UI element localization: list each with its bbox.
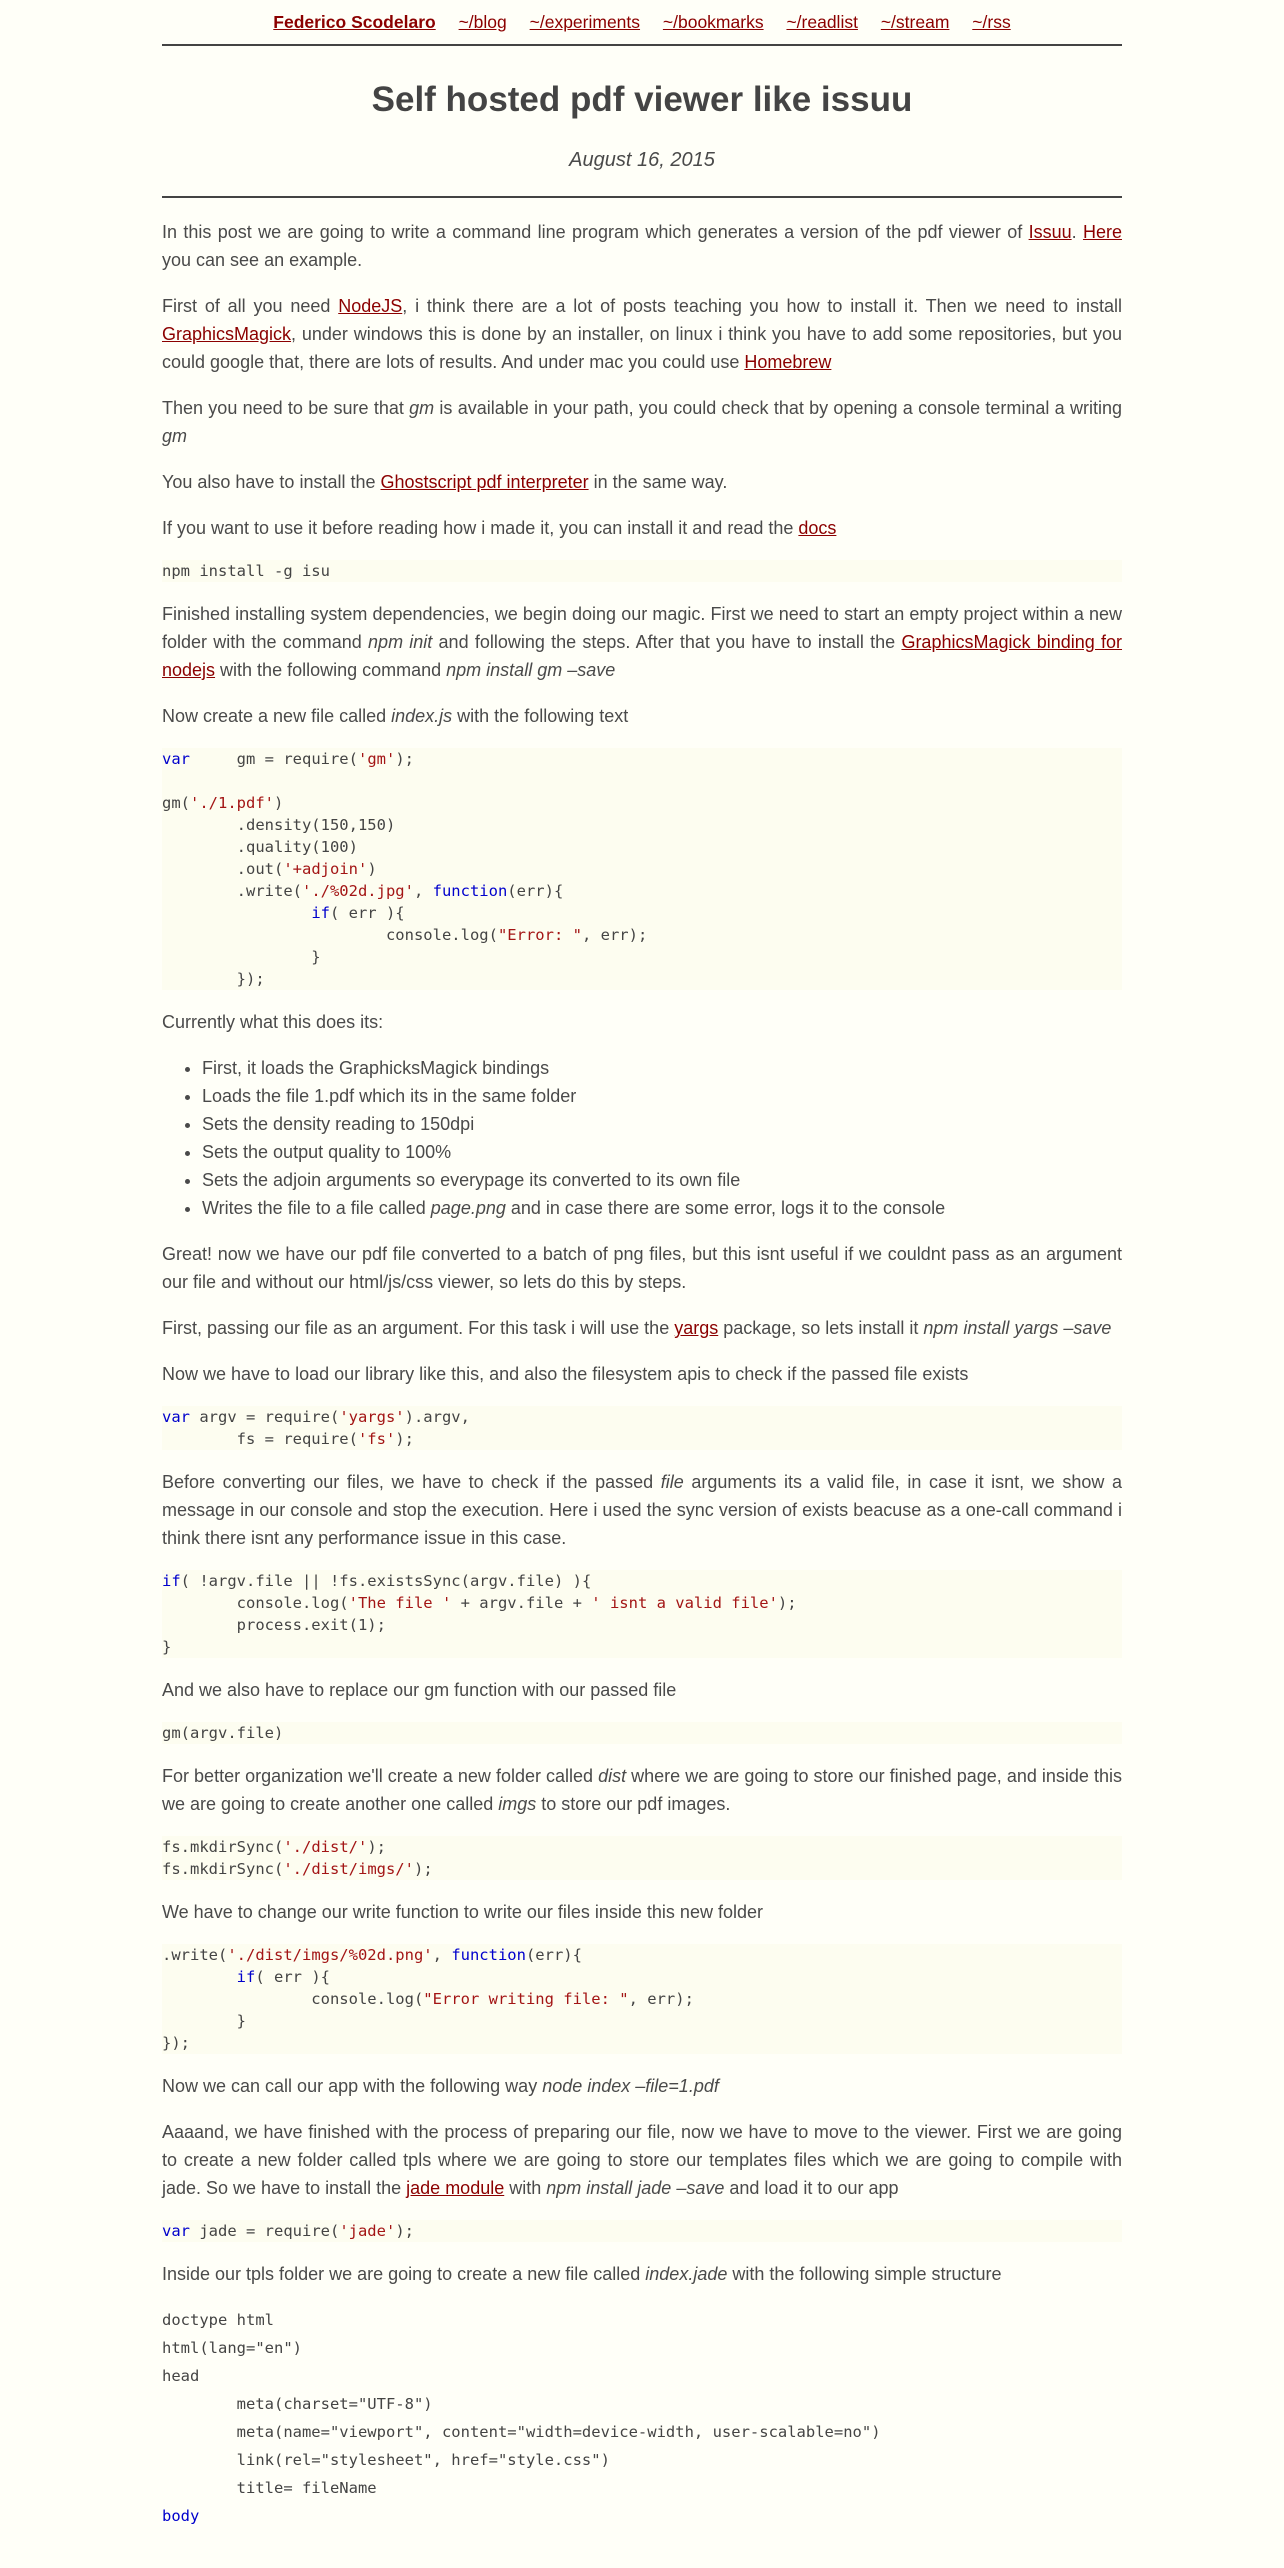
code-text: , err); bbox=[628, 1990, 694, 2008]
nav-blog-link[interactable]: ~/blog bbox=[458, 12, 507, 32]
list-item: • Sets the density reading to 150dpi bbox=[202, 1110, 1122, 1138]
nav-bookmarks-link[interactable]: ~/bookmarks bbox=[662, 12, 764, 32]
code-text: , bbox=[413, 882, 433, 900]
code-keyword: function bbox=[432, 882, 508, 900]
code-text: ); bbox=[777, 1594, 797, 1612]
paragraph bbox=[162, 394, 1122, 450]
code-keyword: if bbox=[162, 1572, 181, 1590]
paragraph bbox=[162, 514, 1122, 542]
nav-stream-link[interactable]: ~/stream bbox=[880, 12, 950, 32]
emphasis: file bbox=[660, 1472, 684, 1492]
code-block bbox=[162, 1944, 1122, 2054]
text: Writes the file to a file called bbox=[202, 1198, 431, 1218]
code-text: ) bbox=[274, 794, 284, 812]
code-keyword: function bbox=[451, 1946, 526, 1964]
post-date: August 16, 2015 bbox=[569, 149, 715, 171]
ghostscript-link[interactable]: Ghostscript pdf interpreter bbox=[380, 472, 589, 492]
code-line: head bbox=[162, 2367, 200, 2385]
paragraph: And we also have to replace our gm function with our passed file bbox=[162, 1680, 677, 1700]
emphasis: page.png bbox=[430, 1198, 506, 1218]
nodejs-link[interactable]: NodeJS bbox=[338, 296, 403, 316]
text: , i think there are a lot of posts teaching you how to install it. Then we need to install bbox=[402, 296, 1122, 316]
code-text: , bbox=[432, 1946, 452, 1964]
emphasis: gm bbox=[162, 426, 188, 446]
nav-rss-link[interactable]: ~/rss bbox=[972, 12, 1011, 32]
text: and load it to our app bbox=[724, 2178, 899, 2198]
text: Finished installing system dependencies, we begin doing our magic. First we need to start an empty project within a new folder with the command bbox=[162, 604, 1122, 652]
code-line: .quality(100) bbox=[162, 838, 358, 856]
text: Then you need to be sure that bbox=[162, 398, 410, 418]
text: with the following text bbox=[452, 706, 629, 726]
paragraph bbox=[162, 600, 1122, 684]
nav-experiments-link[interactable]: ~/experiments bbox=[529, 12, 641, 32]
nav-home-link[interactable]: Federico Scodelaro bbox=[273, 12, 436, 32]
code-text: .write( bbox=[162, 882, 302, 900]
code-text: fs.mkdirSync( bbox=[162, 1860, 284, 1878]
code-block bbox=[162, 1406, 1122, 1450]
code-line: link(rel="stylesheet", href="style.css") bbox=[162, 2451, 610, 2469]
code-line: } bbox=[162, 948, 321, 966]
code-keyword: var bbox=[162, 1408, 190, 1426]
jade-module-link[interactable]: jade module bbox=[406, 2178, 505, 2198]
code-line: }); bbox=[162, 2034, 190, 2052]
paragraph bbox=[162, 2260, 1122, 2288]
code-text: console.log( bbox=[162, 1594, 349, 1612]
emphasis: npm install jade –save bbox=[546, 2178, 725, 2198]
page bbox=[162, 0, 1122, 2530]
code-block bbox=[162, 1836, 1122, 1880]
text: with bbox=[504, 2178, 547, 2198]
code-string: '+adjoin' bbox=[283, 860, 368, 878]
code-text: fs = require( bbox=[162, 1430, 358, 1448]
text: Now we can call our app with the following way bbox=[162, 2076, 543, 2096]
code-string: 'jade' bbox=[339, 2222, 396, 2240]
paragraph bbox=[162, 2072, 1122, 2100]
paragraph bbox=[162, 702, 1122, 730]
list-item: • Sets the adjoin arguments so everypage its converted to its own file bbox=[202, 1166, 1122, 1194]
text: First, passing our file as an argument. For this task i will use the bbox=[162, 1318, 675, 1338]
code-text: (err){ bbox=[507, 882, 564, 900]
code-keyword: var bbox=[162, 2222, 190, 2240]
code-line: npm install -g isu bbox=[162, 562, 330, 580]
feature-list bbox=[162, 1054, 1122, 1222]
code-text: ); bbox=[395, 750, 414, 768]
code-line: meta(charset="UTF-8") bbox=[162, 2395, 433, 2413]
paragraph bbox=[162, 2118, 1122, 2202]
code-keyword: if bbox=[236, 1968, 256, 1986]
text: where we are going to store our finished page, and inside this we are going to create another one called bbox=[162, 1766, 1122, 1814]
text: Inside our tpls folder we are going to create a new file called bbox=[162, 2264, 646, 2284]
gm-binding-link[interactable]: GraphicsMagick binding for nodejs bbox=[162, 632, 1123, 680]
code-line: process.exit(1); bbox=[162, 1616, 386, 1634]
code-text: .write( bbox=[162, 1946, 228, 1964]
list-item bbox=[202, 1194, 1122, 1222]
code-block bbox=[162, 2220, 1122, 2242]
code-text: ).argv, bbox=[404, 1408, 470, 1426]
code-text: ( !argv.file || !fs.existsSync(argv.file) ){ bbox=[180, 1572, 592, 1590]
code-block bbox=[162, 1722, 1122, 1744]
paragraph: Now we have to load our library like this, and also the filesystem apis to check if the passed file exists bbox=[162, 1364, 969, 1384]
code-block bbox=[162, 2306, 1122, 2530]
code-string: 'gm' bbox=[357, 750, 396, 768]
emphasis: npm install gm –save bbox=[446, 660, 616, 680]
emphasis: dist bbox=[598, 1766, 627, 1786]
code-line: }); bbox=[162, 970, 265, 988]
text: In this post we are going to write a command line program which generates a version of the pdf viewer of bbox=[162, 222, 1029, 242]
code-line: .density(150,150) bbox=[162, 816, 396, 834]
code-string: './1.pdf' bbox=[190, 794, 274, 812]
text: package, so lets install it bbox=[718, 1318, 924, 1338]
nav-readlist-link[interactable]: ~/readlist bbox=[786, 12, 858, 32]
code-text: fs.mkdirSync( bbox=[162, 1838, 284, 1856]
code-line: } bbox=[162, 1638, 172, 1656]
site-nav bbox=[162, 0, 1122, 44]
text: , under windows this is done by an installer, on linux i think you have to add some repositories, but you could google that, there are lots of results. And under mac you could use bbox=[162, 324, 1122, 372]
text: to store our pdf images. bbox=[536, 1794, 731, 1814]
emphasis: index.jade bbox=[645, 2264, 728, 2284]
header-divider bbox=[162, 44, 1122, 46]
post-title: Self hosted pdf viewer like issuu bbox=[371, 80, 913, 119]
code-line: doctype html bbox=[162, 2311, 274, 2329]
code-line: } bbox=[162, 2012, 246, 2030]
code-text: gm = require( bbox=[190, 750, 358, 768]
emphasis: npm install yargs –save bbox=[923, 1318, 1112, 1338]
paragraph bbox=[162, 1468, 1122, 1552]
text: and following the steps. After that you have to install the bbox=[432, 632, 902, 652]
code-keyword: if bbox=[311, 904, 330, 922]
emphasis: index.js bbox=[391, 706, 453, 726]
text: Aaaand, we have finished with the process of preparing our file, now we have to move to the viewer. First we are going to create a new folder called tpls where we are going to store our templates files which we are going to compile with jade. So we have to install the bbox=[162, 2122, 1122, 2198]
code-string: 'The file ' bbox=[348, 1594, 452, 1612]
code-text: , err); bbox=[581, 926, 648, 944]
text: Before converting our files, we have to check if the passed bbox=[162, 1472, 661, 1492]
text: If you want to use it before reading how i made it, you can install it and read the bbox=[162, 518, 799, 538]
emphasis: npm init bbox=[368, 632, 433, 652]
code-string: './dist/' bbox=[283, 1838, 368, 1856]
paragraph: Great! now we have our pdf file converted to a batch of png files, but this isnt useful if we couldnt pass as an argument our file and without our html/js/css viewer, so lets do this by steps. bbox=[162, 1244, 1122, 1292]
code-text: console.log( bbox=[162, 926, 498, 944]
text: arguments its a valid file, in case it isnt, we show a message in our console and stop the execution. Here i used the sync version of exists beacuse as a one-call command i think there isnt any performance issue in this case. bbox=[162, 1472, 1122, 1548]
code-text: console.log( bbox=[162, 1990, 424, 2008]
code-text: (err){ bbox=[525, 1946, 582, 1964]
paragraph: We have to change our write function to write our files inside this new folder bbox=[162, 1902, 763, 1922]
emphasis: gm bbox=[409, 398, 435, 418]
paragraph bbox=[162, 468, 1122, 496]
graphicsmagick-link[interactable]: GraphicsMagick bbox=[162, 324, 292, 344]
post-body bbox=[162, 198, 1122, 2530]
paragraph bbox=[162, 1314, 1122, 1342]
code-string: "Error writing file: " bbox=[423, 1990, 629, 2008]
code-text: .out( bbox=[162, 860, 284, 878]
code-text: ( err ){ bbox=[329, 904, 405, 922]
code-string: './dist/imgs/%02d.png' bbox=[227, 1946, 433, 1964]
code-line: html(lang="en") bbox=[162, 2339, 302, 2357]
text: with the following command bbox=[215, 660, 447, 680]
code-string: './dist/imgs/' bbox=[283, 1860, 414, 1878]
code-text: ); bbox=[367, 1838, 386, 1856]
code-text: ); bbox=[395, 1430, 414, 1448]
text: and in case there are some error, logs it to the console bbox=[505, 1198, 946, 1218]
code-block bbox=[162, 1570, 1122, 1658]
code-block bbox=[162, 748, 1122, 990]
text: is available in your path, you could check that by opening a console terminal a writing bbox=[434, 398, 1122, 418]
paragraph bbox=[162, 1762, 1122, 1818]
code-line: meta(name="viewport", content="width=device-width, user-scalable=no") bbox=[162, 2423, 881, 2441]
code-line: gm(argv.file) bbox=[162, 1724, 284, 1742]
code-string: ' isnt a valid file' bbox=[591, 1594, 778, 1612]
yargs-link[interactable]: yargs bbox=[674, 1318, 719, 1338]
homebrew-link[interactable]: Homebrew bbox=[744, 352, 832, 372]
text: with the following simple structure bbox=[727, 2264, 1002, 2284]
paragraph: Currently what this does its: bbox=[162, 1012, 384, 1032]
paragraph bbox=[162, 292, 1122, 376]
text: you can see an example. bbox=[162, 250, 363, 270]
text: in the same way. bbox=[588, 472, 728, 492]
code-string: "Error: " bbox=[497, 926, 582, 944]
list-item: • Sets the output quality to 100% bbox=[202, 1138, 1122, 1166]
code-text: ); bbox=[413, 1860, 433, 1878]
code-text: + argv.file + bbox=[451, 1594, 592, 1612]
code-block bbox=[162, 560, 1122, 582]
code-keyword: var bbox=[162, 750, 190, 768]
code-text: argv = require( bbox=[190, 1408, 340, 1426]
code-string: './%02d.jpg' bbox=[301, 882, 414, 900]
list-item: • First, it loads the GraphicksMagick bindings bbox=[202, 1054, 1122, 1082]
code-text: ( err ){ bbox=[255, 1968, 330, 1986]
code-text: ) bbox=[367, 860, 377, 878]
code-string: 'fs' bbox=[357, 1430, 396, 1448]
text: Now create a new file called bbox=[162, 706, 392, 726]
emphasis: imgs bbox=[498, 1794, 537, 1814]
example-link[interactable]: Here bbox=[1082, 222, 1122, 242]
paragraph bbox=[162, 218, 1122, 274]
text: . bbox=[1071, 222, 1083, 242]
list-item: • Loads the file 1.pdf which its in the same folder bbox=[202, 1082, 1122, 1110]
text: You also have to install the bbox=[162, 472, 381, 492]
code-line: body bbox=[162, 2507, 200, 2525]
docs-link[interactable]: docs bbox=[798, 518, 837, 538]
code-indent bbox=[162, 904, 311, 922]
code-string: 'yargs' bbox=[339, 1408, 405, 1426]
code-text: gm( bbox=[162, 794, 190, 812]
code-indent bbox=[162, 1968, 237, 1986]
code-text: jade = require( bbox=[190, 2222, 340, 2240]
code-text: ); bbox=[395, 2222, 414, 2240]
text: For better organization we'll create a new folder called bbox=[162, 1766, 599, 1786]
code-line: title= fileName bbox=[162, 2479, 377, 2497]
text: First of all you need bbox=[162, 296, 339, 316]
emphasis: node index –file=1.pdf bbox=[542, 2076, 719, 2096]
issuu-link[interactable]: Issuu bbox=[1028, 222, 1072, 242]
